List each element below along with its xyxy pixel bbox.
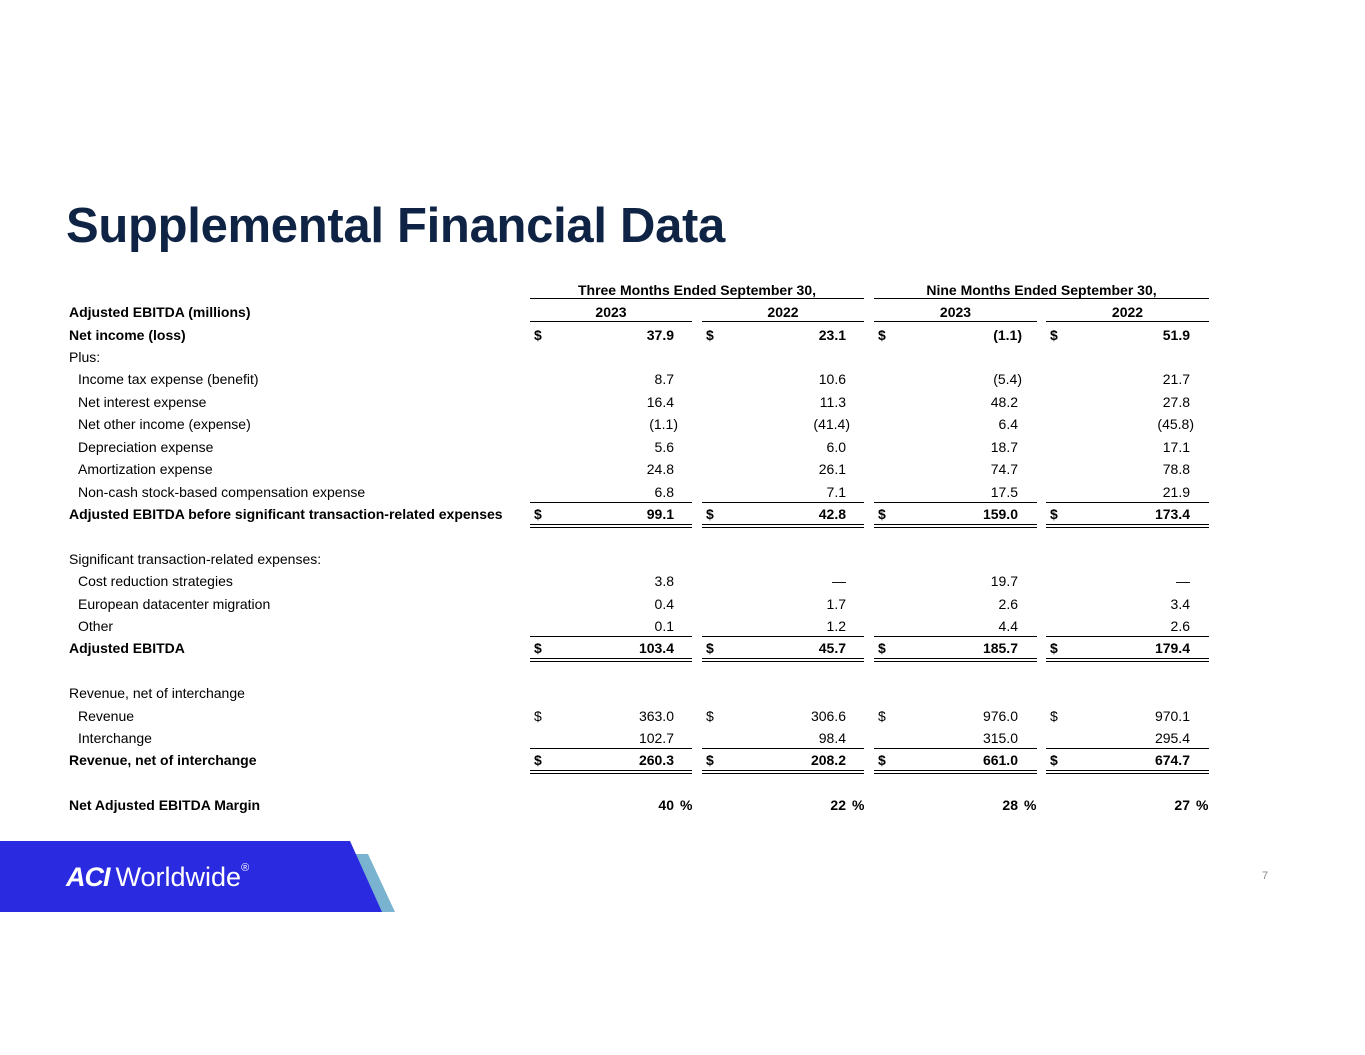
currency-symbol: $ xyxy=(534,506,542,522)
logo-word: Worldwide xyxy=(115,862,242,892)
year-col-2: 2022 xyxy=(767,304,799,320)
aci-worldwide-logo xyxy=(66,862,249,893)
row-label: Adjusted EBITDA xyxy=(69,640,185,656)
subtotal-rule xyxy=(874,502,1037,503)
percent-unit: % xyxy=(680,797,693,813)
row-label: Revenue xyxy=(78,708,135,724)
table-cell-value: (45.8) xyxy=(1157,416,1194,432)
currency-symbol: $ xyxy=(878,708,886,724)
table-cell-value: 179.4 xyxy=(1154,640,1190,656)
table-cell-value: 28 xyxy=(1002,797,1018,813)
row-label: Net Adjusted EBITDA Margin xyxy=(69,797,261,813)
table-cell-value: 21.9 xyxy=(1162,484,1190,500)
table-cell-value: 1.2 xyxy=(826,618,846,634)
table-cell-value: (41.4) xyxy=(813,416,850,432)
table-cell-value: 16.4 xyxy=(646,394,674,410)
table-cell-value: 6.4 xyxy=(998,416,1018,432)
currency-symbol: $ xyxy=(534,640,542,656)
table-cell-value: 24.8 xyxy=(646,461,674,477)
currency-symbol: $ xyxy=(1050,752,1058,768)
table-cell-value: 27.8 xyxy=(1162,394,1190,410)
subtotal-rule xyxy=(702,748,864,749)
table-cell-value: 27 xyxy=(1174,797,1190,813)
year-rule xyxy=(530,321,692,322)
total-double-rule xyxy=(874,524,1037,528)
page-number: 7 xyxy=(1262,870,1269,882)
table-cell-value: 674.7 xyxy=(1154,752,1190,768)
header-nine-months: Nine Months Ended September 30, xyxy=(926,282,1157,298)
percent-unit: % xyxy=(1024,797,1037,813)
currency-symbol: $ xyxy=(534,327,542,343)
currency-symbol: $ xyxy=(706,752,714,768)
currency-symbol: $ xyxy=(706,506,714,522)
row-label: Plus: xyxy=(69,349,101,365)
table-cell-value: 51.9 xyxy=(1162,327,1190,343)
table-cell-value: 42.8 xyxy=(818,506,846,522)
currency-symbol: $ xyxy=(1050,327,1058,343)
table-cell-value: 661.0 xyxy=(982,752,1018,768)
table-cell-value: 19.7 xyxy=(990,573,1018,589)
table-cell-value: 40 xyxy=(658,797,674,813)
row-label: Net income (loss) xyxy=(69,327,186,343)
row-label: Revenue, net of interchange xyxy=(69,685,245,701)
table-cell-value: 74.7 xyxy=(990,461,1018,477)
currency-symbol: $ xyxy=(534,752,542,768)
table-cell-value: 0.4 xyxy=(654,596,674,612)
table-cell-value: 315.0 xyxy=(982,730,1018,746)
row-label: Non-cash stock-based compensation expense xyxy=(78,484,366,500)
year-rule xyxy=(874,321,1037,322)
table-cell-value: 6.8 xyxy=(654,484,674,500)
total-double-rule xyxy=(702,524,864,528)
row-label: European datacenter migration xyxy=(78,596,271,612)
table-cell-value: 103.4 xyxy=(638,640,674,656)
row-label: Depreciation expense xyxy=(78,439,214,455)
row-label: Adjusted EBITDA before significant transaction-related expenses xyxy=(69,506,503,522)
subtotal-rule xyxy=(1046,636,1209,637)
table-cell-value: 208.2 xyxy=(810,752,846,768)
total-double-rule xyxy=(1046,770,1209,774)
currency-symbol: $ xyxy=(878,506,886,522)
table-cell-value: (1.1) xyxy=(993,327,1022,343)
row-label: Net other income (expense) xyxy=(78,416,251,432)
table-cell-value: 6.0 xyxy=(826,439,846,455)
row-label: Cost reduction strategies xyxy=(78,573,233,589)
table-cell-value: 0.1 xyxy=(654,618,674,634)
table-cell-value: (1.1) xyxy=(649,416,678,432)
total-double-rule xyxy=(874,658,1037,662)
table-cell-value: 3.8 xyxy=(654,573,674,589)
table-cell-value: 21.7 xyxy=(1162,371,1190,387)
table-cell-value: 48.2 xyxy=(990,394,1018,410)
total-double-rule xyxy=(530,770,692,774)
currency-symbol: $ xyxy=(878,327,886,343)
currency-symbol: $ xyxy=(1050,640,1058,656)
year-col-4: 2022 xyxy=(1111,304,1144,320)
table-cell-value: 363.0 xyxy=(638,708,674,724)
table-cell-value: 26.1 xyxy=(818,461,846,477)
table-cell-value: 23.1 xyxy=(818,327,846,343)
table-cell-value: 17.1 xyxy=(1162,439,1190,455)
table-cell-value: 306.6 xyxy=(810,708,846,724)
header-rule xyxy=(874,298,1209,299)
table-cell-value: 295.4 xyxy=(1154,730,1190,746)
total-double-rule xyxy=(702,770,864,774)
table-row-header-label: Adjusted EBITDA (millions) xyxy=(69,304,251,320)
table-cell-value: 1.7 xyxy=(826,596,846,612)
currency-symbol: $ xyxy=(878,640,886,656)
row-label: Interchange xyxy=(78,730,152,746)
table-cell-value: 45.7 xyxy=(818,640,846,656)
currency-symbol: $ xyxy=(878,752,886,768)
subtotal-rule xyxy=(1046,502,1209,503)
row-label: Income tax expense (benefit) xyxy=(78,371,259,387)
table-cell-value: 102.7 xyxy=(638,730,674,746)
header-rule xyxy=(530,298,864,299)
currency-symbol: $ xyxy=(534,708,542,724)
table-cell-value: 98.4 xyxy=(818,730,846,746)
subtotal-rule xyxy=(530,502,692,503)
table-cell-value: (5.4) xyxy=(993,371,1022,387)
subtotal-rule xyxy=(530,636,692,637)
subtotal-rule xyxy=(874,748,1037,749)
table-cell-value: 185.7 xyxy=(982,640,1018,656)
total-double-rule xyxy=(1046,524,1209,528)
year-rule xyxy=(1046,321,1209,322)
table-cell-value: 2.6 xyxy=(998,596,1018,612)
table-cell-value: 37.9 xyxy=(646,327,674,343)
total-double-rule xyxy=(530,658,692,662)
total-double-rule xyxy=(702,658,864,662)
year-col-1: 2023 xyxy=(595,304,627,320)
subtotal-rule xyxy=(530,748,692,749)
header-three-months: Three Months Ended September 30, xyxy=(577,282,817,298)
table-cell-value: 970.1 xyxy=(1154,708,1190,724)
percent-unit: % xyxy=(852,797,865,813)
row-label: Net interest expense xyxy=(78,394,207,410)
table-cell-value: 159.0 xyxy=(982,506,1018,522)
table-cell-value: 99.1 xyxy=(646,506,674,522)
year-rule xyxy=(702,321,864,322)
row-label: Revenue, net of interchange xyxy=(69,752,257,768)
table-cell-value: 7.1 xyxy=(826,484,846,500)
table-cell-value: 3.4 xyxy=(1170,596,1190,612)
table-cell-value: 17.5 xyxy=(990,484,1018,500)
year-col-3: 2023 xyxy=(939,304,972,320)
subtotal-rule xyxy=(1046,748,1209,749)
table-cell-value: 4.4 xyxy=(998,618,1018,634)
table-cell-value: 976.0 xyxy=(982,708,1018,724)
table-cell-value: — xyxy=(1176,573,1190,589)
total-double-rule xyxy=(1046,658,1209,662)
subtotal-rule xyxy=(874,636,1037,637)
total-double-rule xyxy=(530,524,692,528)
table-cell-value: 18.7 xyxy=(990,439,1018,455)
percent-unit: % xyxy=(1196,797,1209,813)
table-cell-value: 11.3 xyxy=(819,394,846,410)
table-cell-value: 8.7 xyxy=(654,371,674,387)
logo-registered: ® xyxy=(241,862,250,874)
table-cell-value: 260.3 xyxy=(638,752,674,768)
row-label: Other xyxy=(78,618,114,634)
currency-symbol: $ xyxy=(706,640,714,656)
currency-symbol: $ xyxy=(1050,506,1058,522)
table-cell-value: 5.6 xyxy=(654,439,674,455)
currency-symbol: $ xyxy=(706,327,714,343)
table-cell-value: — xyxy=(832,573,846,589)
currency-symbol: $ xyxy=(1050,708,1058,724)
subtotal-rule xyxy=(702,636,864,637)
subtotal-rule xyxy=(702,502,864,503)
total-double-rule xyxy=(874,770,1037,774)
table-cell-value: 22 xyxy=(830,797,846,813)
row-label: Amortization expense xyxy=(78,461,213,477)
table-cell-value: 2.6 xyxy=(1170,618,1190,634)
table-cell-value: 173.4 xyxy=(1154,506,1190,522)
row-label: Significant transaction-related expenses: xyxy=(69,551,322,567)
logo-mark: ACI xyxy=(66,862,110,892)
table-cell-value: 78.8 xyxy=(1162,461,1190,477)
currency-symbol: $ xyxy=(706,708,714,724)
table-cell-value: 10.6 xyxy=(818,371,846,387)
page-title: Supplemental Financial Data xyxy=(66,199,725,253)
